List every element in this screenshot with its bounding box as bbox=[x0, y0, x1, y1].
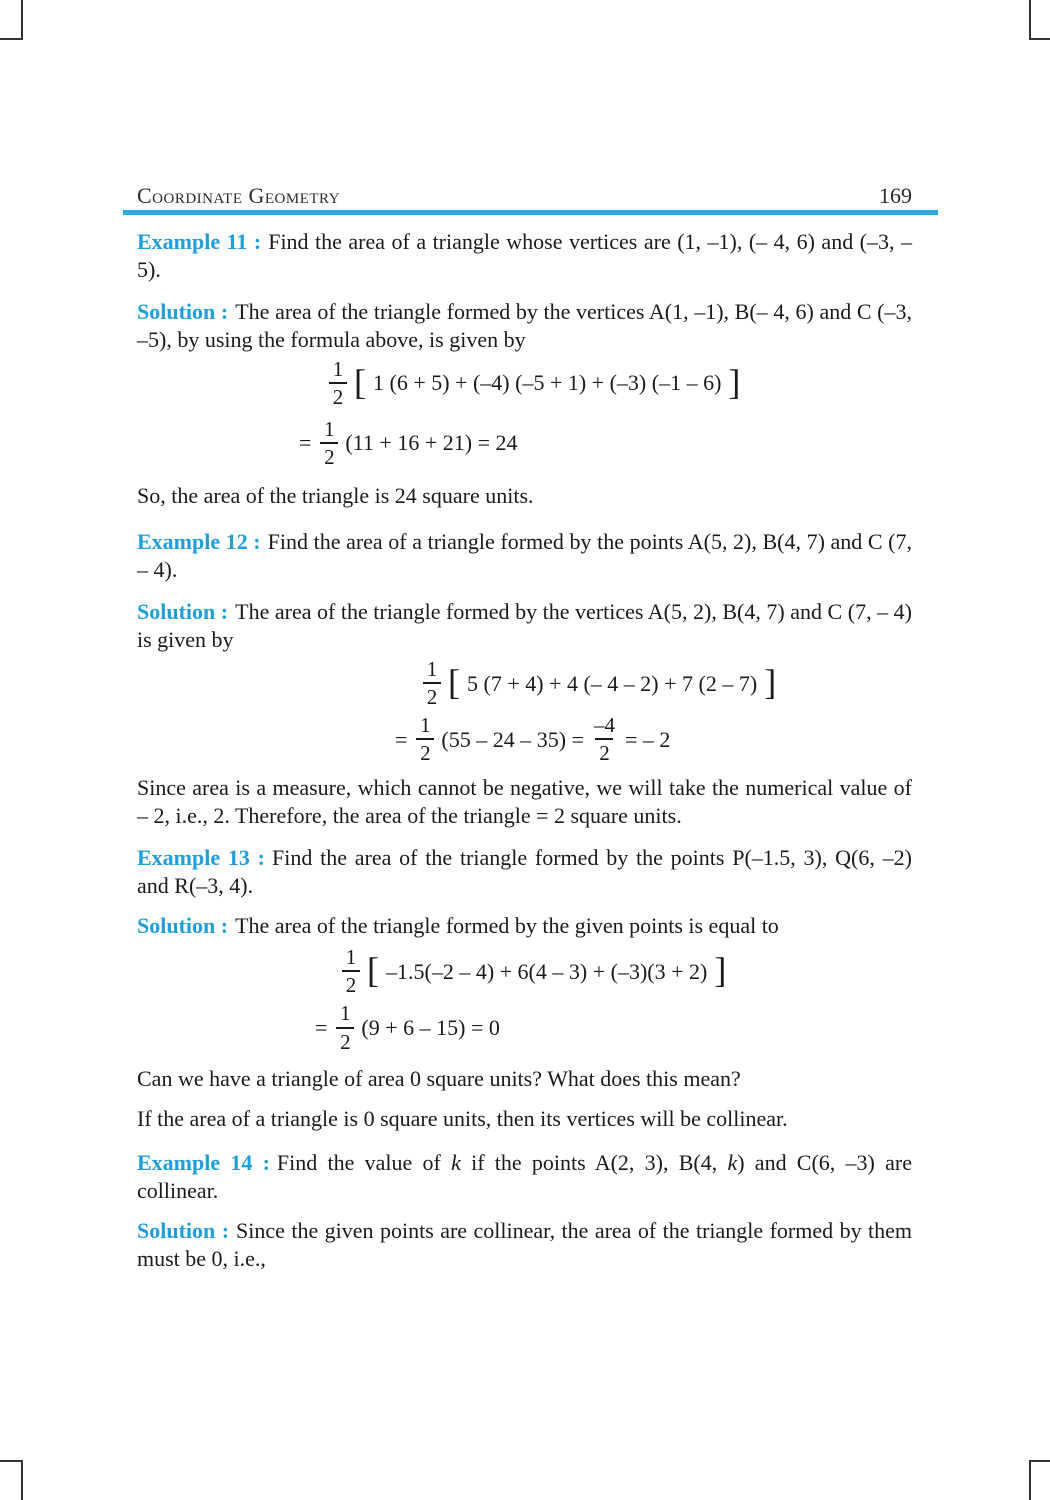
example-12-solution bbox=[137, 598, 912, 654]
example-12-note: Since area is a measure, which cannot be negative, we will take the numerical value of – 2, i.e., 2. Therefore, the area of the triangle = 2 square units. bbox=[137, 775, 912, 829]
left-bracket: [ bbox=[354, 362, 366, 403]
page-content bbox=[137, 228, 912, 1287]
fraction-numerator: –4 bbox=[593, 713, 615, 738]
page-number: 169 bbox=[879, 183, 912, 208]
fraction-numerator: 1 bbox=[345, 945, 357, 970]
example-13-question: Can we have a triangle of area 0 square units? What does this mean? bbox=[137, 1065, 741, 1091]
fraction-one-half bbox=[416, 714, 434, 764]
header-rule bbox=[123, 210, 938, 215]
example-12-statement bbox=[137, 528, 912, 584]
variable-k: k bbox=[727, 1149, 738, 1175]
example-14-solution bbox=[137, 1217, 912, 1273]
left-bracket: [ bbox=[448, 662, 460, 703]
fraction-numerator: 1 bbox=[324, 417, 335, 442]
variable-k: k bbox=[451, 1149, 461, 1175]
example-12-solution-text: The area of the triangle formed by the vertices A(5, 2), B(4, 7) and C (7, – 4) is given by bbox=[137, 599, 912, 653]
equation-expression: (9 + 6 – 15) = 0 bbox=[361, 1014, 500, 1040]
example-11-solution-text: The area of the triangle formed by the vertices A(1, –1), B(– 4, 6) and C (–3, –5), by using the formula above, is given by bbox=[137, 299, 912, 352]
crop-mark-top-right-icon bbox=[1029, 0, 1050, 40]
fraction-one-half bbox=[423, 658, 441, 708]
fraction-denominator: 2 bbox=[416, 738, 434, 764]
fraction-numerator: 1 bbox=[420, 713, 431, 738]
fraction-denominator: 2 bbox=[320, 442, 338, 468]
fraction-denominator: 2 bbox=[329, 382, 347, 408]
example-13-equation-2 bbox=[315, 1002, 912, 1052]
fraction-one-half bbox=[336, 1002, 354, 1052]
example-14-statement bbox=[137, 1149, 912, 1205]
equation-expression: 5 (7 + 4) + 4 (– 4 – 2) + 7 (2 – 7) bbox=[467, 670, 758, 696]
crop-mark-bottom-left-icon bbox=[0, 1460, 23, 1500]
right-bracket: ] bbox=[728, 362, 741, 403]
equals-sign: = bbox=[299, 430, 312, 456]
equation-expression: –1.5(–2 – 4) + 6(4 – 3) + (–3)(3 + 2) bbox=[386, 958, 708, 984]
fraction-one-half bbox=[329, 358, 347, 408]
chapter-title: Coordinate Geometry bbox=[137, 183, 341, 208]
fraction-denominator: 2 bbox=[336, 1027, 354, 1053]
example-12-label: Example 12 : bbox=[137, 529, 261, 555]
example-11-solution-label: Solution : bbox=[137, 299, 229, 324]
right-bracket: ] bbox=[714, 950, 727, 991]
example-13-answer: If the area of a triangle is 0 square units, then its vertices will be collinear. bbox=[137, 1105, 788, 1131]
crop-mark-top-left-icon bbox=[0, 0, 23, 40]
example-13-solution bbox=[137, 912, 912, 940]
example-11-equation-2 bbox=[299, 418, 912, 468]
example-12-text: Find the area of a triangle formed by the points A(5, 2), B(4, 7) and C (7, – 4). bbox=[137, 529, 912, 583]
equation-expression: (11 + 16 + 21) = 24 bbox=[345, 430, 518, 456]
example-11-label: Example 11 : bbox=[137, 229, 262, 254]
example-14-text-part: ) and C(6, –3) are collinear. bbox=[137, 1149, 912, 1203]
example-14-solution-label: Solution : bbox=[137, 1217, 230, 1243]
fraction-numerator: 1 bbox=[332, 357, 344, 381]
example-12-solution-label: Solution : bbox=[137, 599, 229, 625]
right-bracket: ] bbox=[764, 662, 777, 703]
example-14-text-part: Find the value of bbox=[276, 1149, 452, 1175]
fraction-numerator: 1 bbox=[426, 657, 438, 682]
fraction-denominator: 2 bbox=[342, 970, 360, 996]
example-13-label: Example 13 : bbox=[137, 845, 265, 871]
example-11-text: Find the area of a triangle whose vertices are (1, –1), (– 4, 6) and (–3, –5). bbox=[137, 229, 912, 282]
page-header bbox=[137, 183, 912, 209]
example-14-text-part: if the points A(2, 3), B(4, bbox=[460, 1149, 728, 1175]
equals-sign: = bbox=[395, 726, 408, 752]
example-13-solution-label: Solution : bbox=[137, 913, 229, 939]
example-13-statement bbox=[137, 844, 912, 900]
fraction-denominator: 2 bbox=[423, 682, 441, 708]
example-14-label: Example 14 : bbox=[137, 1149, 270, 1175]
equation-expression: 1 (6 + 5) + (–4) (–5 + 1) + (–3) (–1 – 6) bbox=[373, 370, 722, 396]
example-11-statement bbox=[137, 228, 912, 284]
example-11-solution bbox=[137, 298, 912, 354]
fraction-numerator: 1 bbox=[340, 1001, 351, 1026]
example-12-equation-1 bbox=[423, 658, 912, 708]
example-13-text: Find the area of the triangle formed by the points P(–1.5, 3), Q(6, –2) and R(–3, 4). bbox=[137, 845, 912, 899]
example-11-equation-1 bbox=[329, 358, 912, 408]
fraction-one-half bbox=[320, 418, 338, 468]
example-11-conclusion: So, the area of the triangle is 24 square units. bbox=[137, 483, 534, 509]
example-13-equation-1 bbox=[342, 946, 912, 996]
crop-mark-bottom-right-icon bbox=[1029, 1460, 1050, 1500]
example-12-equation-2 bbox=[395, 714, 912, 764]
equation-result: = – 2 bbox=[624, 726, 671, 752]
example-14-solution-text: Since the given points are collinear, the area of the triangle formed by them must be 0, i.e., bbox=[137, 1217, 912, 1271]
equation-expression: (55 – 24 – 35) = bbox=[441, 726, 584, 752]
fraction-minus-four-halves bbox=[591, 714, 618, 764]
example-13-solution-text: The area of the triangle formed by the given points is equal to bbox=[235, 913, 779, 939]
left-bracket: [ bbox=[367, 950, 379, 991]
fraction-denominator: 2 bbox=[595, 738, 613, 764]
fraction-one-half bbox=[342, 946, 360, 996]
equals-sign: = bbox=[315, 1014, 328, 1040]
